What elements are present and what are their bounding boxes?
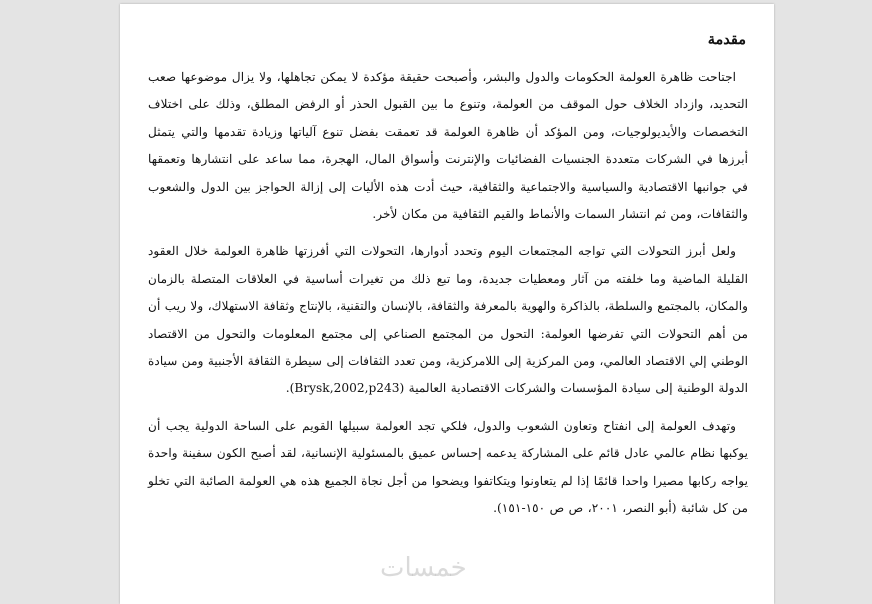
paragraph-3: وتهدف العولمة إلى انفتاح وتعاون الشعوب والدول، فلكي تجد العولمة سبيلها القويم على الساحة الدولية يجب أن يوكبها نظام عالمي عادل قائم على المشاركة يدعمه إحساس عميق بالمسئولية الإنسانية، لقد أصبح الكون سفينة واحدة يواجه ركابها مصيرا واحدا قائمًا إذا لم يتعاونوا ويتكاتفوا ويضحوا من أجل نجاة الجميع هذه هي العولمة الصائبة التي تخلو من كل شائبة (أبو النصر، ٢٠٠١، ص ص ١٥٠-١٥١). (148, 418, 748, 516)
document-content (148, 28, 748, 533)
paragraph-2: ولعل أبرز التحولات التي تواجه المجتمعات اليوم وتحدد أدوارها، التحولات التي أفرزتها ظاهرة العولمة خلال العقود القليلة الماضية وما خلفته من آثار ومعطيات جديدة، وما تبع ذلك من تغيرات أساسية في العلاقات المتصلة بالزمان والمكان، بالمجتمع والسلطة، بالذاكرة والهوية بالمعرفة والثقافة، بالإنسان والتقنية، بالإنتاج وثقافة الاستهلاك، ولا ريب أن من أهم التحولات التي تفرضها العولمة: التحول من المجتمع الصناعي إلى مجتمع المعلومات والتحول من الاقتصاد الوطني إلي الاقتصاد العالمي، ومن المركزية إلى اللامركزية، ومن تعدد الثقافات إلى سيطرة الثقافة الأجنبية ومن سيادة الدولة الوطنية إلى سيادة المؤسسات والشركات الاقتصادية العالمية (Brysk,2002,p243). (148, 244, 748, 396)
watermark-logo: خمسات (380, 553, 467, 583)
document-title: مقدمة (707, 31, 746, 48)
paragraph-1: اجتاحت ظاهرة العولمة الحكومات والدول والبشر، وأصبحت حقيقة مؤكدة لا يمكن تجاهلها، ولا يزال موضوعها صعب التحديد، وازداد الخلاف حول الموقف من العولمة، وتنوع ما بين القبول الحذر أو الرفض المطلق، وذلك على اختلاف التخصصات والأيديولوجيات، ومن المؤكد أن ظاهرة العولمة قد تعمقت بفضل تنوع آلياتها وزيادة تقدمها والتي يتمثل أبرزها في الشركات متعددة الجنسيات الفضائيات والإنترنت وأسواق المال، الهجرة، مما ساعد على انتشارها وتعمقها في جوانبها الاقتصادية والسياسية والاجتماعية والثقافية، حيث أدت هذه الأليات إلى إزالة الحواجز بين الدول والشعوب والثقافات، ومن ثم انتشار السمات والأنماط والقيم الثقافية من مكان لأخر. (148, 70, 748, 222)
document-page (120, 4, 774, 604)
